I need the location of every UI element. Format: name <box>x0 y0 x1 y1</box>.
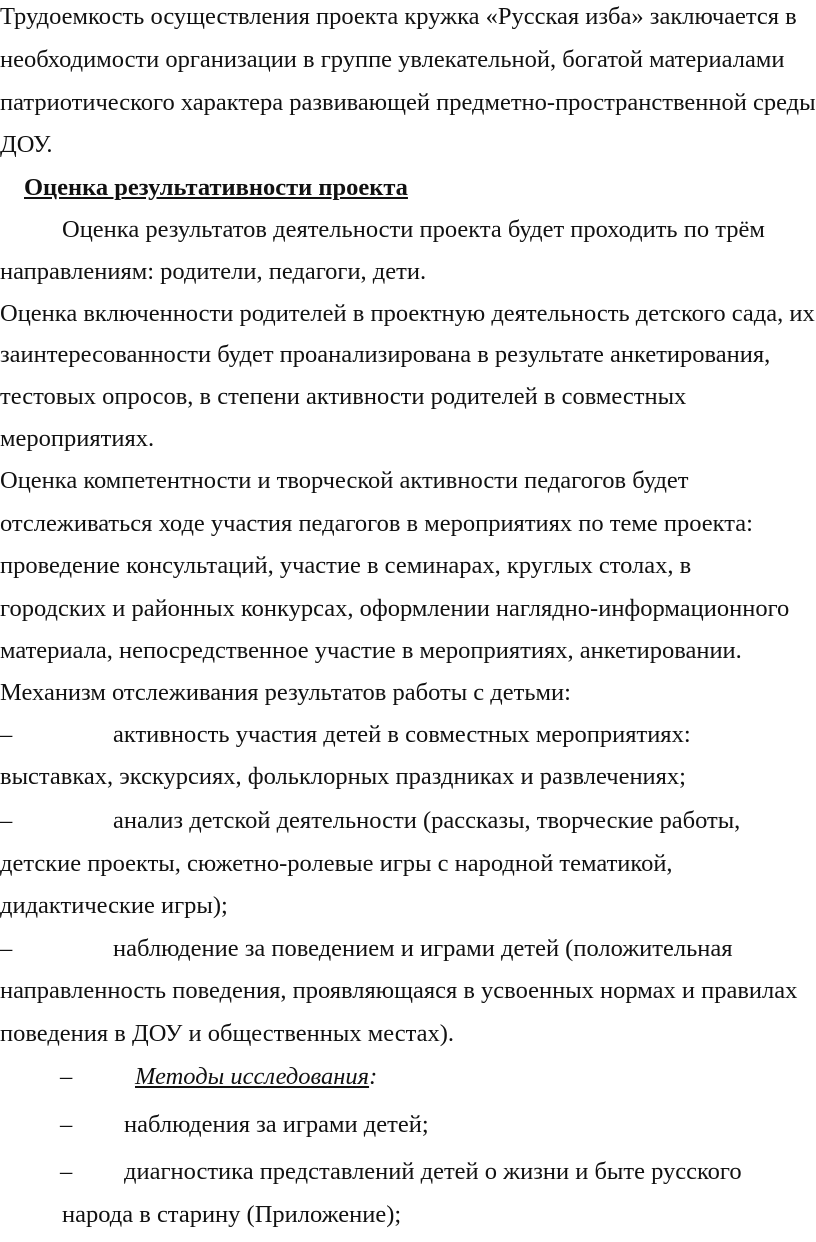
intro-line-4: ДОУ. <box>0 131 53 158</box>
teachers-line-3: проведение консультаций, участие в семинарах, круглых столах, в <box>0 552 692 579</box>
section-heading: Оценка результативности проекта <box>24 174 408 201</box>
intro-line-3: патриотического характера развивающей предметно-пространственной среды <box>0 89 816 116</box>
intro-line-1: Трудоемкость осуществления проекта кружка «Русская изба» заключается в <box>0 3 797 30</box>
methods-heading <box>135 1063 377 1091</box>
methods-item-dash-2: – <box>60 1158 73 1185</box>
bullet-2-line-1: анализ детской деятельности (рассказы, творческие работы, <box>113 807 741 834</box>
methods-colon: : <box>369 1063 378 1090</box>
methods-label: Методы исследования <box>135 1063 370 1090</box>
mechanism-line: Механизм отслеживания результатов работы с детьми: <box>0 679 571 706</box>
evaluation-line-1: Оценка результатов деятельности проекта будет проходить по трём <box>62 216 765 243</box>
bullet-1-line-2: выставках, экскурсиях, фольклорных праздниках и развлечениях; <box>0 763 686 790</box>
teachers-line-5: материала, непосредственное участие в мероприятиях, анкетировании. <box>0 637 742 664</box>
bullet-3-line-1: наблюдение за поведением и играми детей (положительная <box>113 935 733 962</box>
evaluation-line-2: направлениям: родители, педагоги, дети. <box>0 258 427 285</box>
intro-line-2: необходимости организации в группе увлекательной, богатой материалами <box>0 46 785 73</box>
bullet-dash-2: – <box>0 807 13 834</box>
bullet-2-line-3: дидактические игры); <box>0 892 228 919</box>
bullet-dash-3: – <box>0 935 13 962</box>
parents-line-2: заинтересованности будет проанализирована в результате анкетирования, <box>0 341 771 368</box>
methods-item-2-line-1: диагностика представлений детей о жизни и быте русского <box>124 1158 742 1185</box>
methods-item-2-line-2: народа в старину (Приложение); <box>62 1201 402 1228</box>
teachers-line-4: городских и районных конкурсах, оформлении наглядно-информационного <box>0 595 790 622</box>
bullet-3-line-2: направленность поведения, проявляющаяся в усвоенных нормах и правилах <box>0 977 798 1004</box>
methods-dash: – <box>60 1063 73 1090</box>
bullet-2-line-2: детские проекты, сюжетно-ролевые игры с народной тематикой, <box>0 850 673 877</box>
parents-line-4: мероприятиях. <box>0 425 155 452</box>
bullet-1-line-1: активность участия детей в совместных мероприятиях: <box>113 721 691 748</box>
parents-line-3: тестовых опросов, в степени активности родителей в совместных <box>0 383 687 410</box>
teachers-line-1: Оценка компетентности и творческой активности педагогов будет <box>0 467 689 494</box>
teachers-line-2: отслеживаться ходе участия педагогов в мероприятиях по теме проекта: <box>0 510 753 537</box>
bullet-3-line-3: поведения в ДОУ и общественных местах). <box>0 1020 455 1047</box>
parents-line-1: Оценка включенности родителей в проектную деятельность детского сада, их <box>0 300 815 327</box>
bullet-dash-1: – <box>0 721 13 748</box>
methods-item-dash-1: – <box>60 1111 73 1138</box>
methods-item-1: наблюдения за играми детей; <box>124 1111 429 1138</box>
